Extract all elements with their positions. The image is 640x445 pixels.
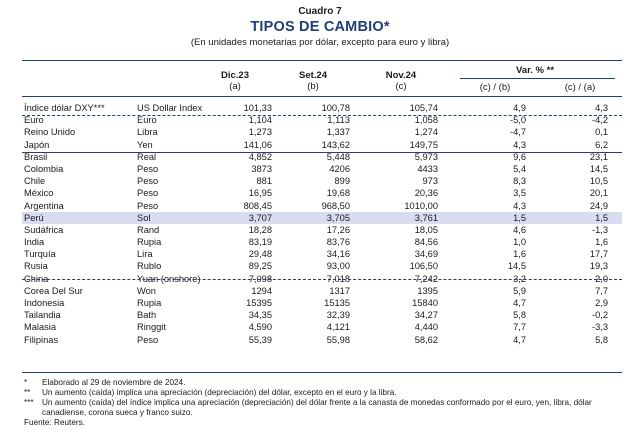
cell-ca: 0,1 — [595, 127, 608, 138]
cell-cb: 4,3 — [513, 139, 526, 150]
cell-cb: 4,7 — [513, 334, 526, 345]
cell-ca: 19,3 — [589, 261, 608, 272]
cell-name: India — [24, 237, 45, 248]
cell-cb: 1,0 — [513, 237, 526, 248]
table-row — [22, 200, 622, 212]
footnote-2-mark: ** — [24, 388, 31, 397]
cell-currency: Peso — [137, 334, 159, 345]
cell-currency: Won — [137, 285, 156, 296]
cell-b: 55,98 — [326, 334, 350, 345]
cell-ca: -4,2 — [591, 115, 608, 126]
cell-b: 5,448 — [326, 151, 350, 162]
cell-name: Perú — [24, 212, 44, 223]
table-row — [22, 139, 622, 151]
cell-cb: 1,6 — [513, 249, 526, 260]
cell-name: Colombia — [24, 163, 64, 174]
cell-a: 3873 — [251, 163, 272, 174]
cell-a: 1,104 — [248, 115, 272, 126]
cell-a: 15395 — [246, 298, 272, 308]
cell-ca: 4,3 — [595, 103, 608, 113]
cell-b: 83,76 — [326, 237, 350, 248]
cell-a: 29,48 — [248, 249, 272, 260]
col-header-cb: (c) / (b) — [479, 82, 511, 93]
cell-a: 4,590 — [248, 322, 272, 333]
cell-ca: -0,2 — [591, 310, 608, 321]
cell-b: 4,121 — [326, 322, 350, 333]
cell-a: 83,19 — [248, 237, 272, 248]
separator-developed — [22, 152, 622, 153]
col-header-b — [278, 70, 348, 92]
cell-a: 7,098 — [248, 273, 272, 284]
cell-cb: 4,6 — [513, 224, 526, 235]
table-row — [22, 297, 622, 309]
col-c-sub: (c) — [395, 81, 407, 92]
cell-name: Reino Unido — [24, 127, 76, 138]
cell-name: Rusia — [24, 261, 48, 272]
cell-name: Indonesia — [24, 298, 65, 308]
cell-name: Sudáfrica — [24, 224, 64, 235]
cell-c: 58,62 — [414, 334, 438, 345]
cell-cb: 8,3 — [513, 176, 526, 187]
cell-b: 19,68 — [326, 188, 350, 199]
col-header-var: Var. % ** — [515, 65, 555, 76]
table-row — [22, 321, 622, 333]
col-b-sub: (b) — [307, 81, 319, 92]
cell-cb: 4,3 — [513, 200, 526, 211]
cell-ca: -1,3 — [591, 224, 608, 235]
cell-b: 100,78 — [321, 103, 350, 113]
cell-name: Chile — [24, 176, 46, 187]
cell-c: 4,440 — [414, 322, 438, 333]
cell-name: Índice dólar DXY*** — [24, 103, 105, 113]
cell-cb: 5,4 — [513, 163, 526, 174]
cell-c: 34,69 — [414, 249, 438, 260]
cell-b: 4206 — [329, 163, 350, 174]
footnote-2-text: Un aumento (caída) implica una apreciación (depreciación) del dólar, excepto en el euro y la libra. — [42, 388, 397, 397]
footnote-3 — [22, 398, 622, 418]
table-row — [22, 334, 622, 346]
cell-ca: -3,3 — [591, 322, 608, 333]
cell-a: 89,25 — [248, 261, 272, 272]
cell-ca: 20,1 — [589, 188, 608, 199]
cell-cb: -5,0 — [509, 115, 526, 126]
cell-a: 34,35 — [248, 310, 272, 321]
cell-a: 3,707 — [248, 212, 272, 223]
cell-c: 973 — [422, 176, 438, 187]
cell-currency: Rand — [137, 224, 160, 235]
cell-name: México — [24, 188, 54, 199]
col-b-label: Set.24 — [299, 70, 327, 81]
table-row — [22, 309, 622, 321]
cell-currency: Rupia — [137, 298, 162, 308]
cell-currency: Ringgit — [137, 322, 166, 333]
cell-currency: Peso — [137, 176, 159, 187]
exchange-rate-table — [22, 102, 622, 346]
cell-c: 1395 — [417, 285, 438, 296]
cell-a: 1,273 — [248, 127, 272, 138]
cell-currency: Peso — [137, 200, 159, 211]
cell-name: Euro — [24, 115, 44, 126]
cell-ca: 24,9 — [589, 200, 608, 211]
cell-name: Tailandia — [24, 310, 61, 321]
separator-dxy — [22, 115, 622, 116]
cell-c: 1010,00 — [404, 200, 438, 211]
cell-c: 4433 — [417, 163, 438, 174]
cell-name: Japón — [24, 139, 50, 150]
cell-a: 1294 — [251, 285, 272, 296]
footnote-1-mark: * — [24, 378, 28, 387]
cell-b: 1317 — [329, 285, 350, 296]
cell-name: Turquía — [24, 249, 56, 260]
cell-ca: 14,5 — [589, 163, 608, 174]
cell-ca: 5,8 — [595, 334, 608, 345]
cell-c: 5,973 — [414, 151, 438, 162]
table-row — [22, 126, 622, 138]
separator-latam-others — [22, 279, 622, 280]
cell-c: 34,27 — [414, 310, 438, 321]
table-row — [22, 187, 622, 199]
col-header-ca: (c) / (a) — [564, 82, 596, 93]
table-row — [22, 285, 622, 297]
page-subtitle: (En unidades monetarias por dólar, excepto para euro y libra) — [190, 37, 450, 48]
cell-c: 105,74 — [409, 103, 438, 113]
cell-cb: 1,5 — [513, 212, 526, 223]
cell-c: 7,242 — [414, 273, 438, 284]
cell-cb: 14,5 — [507, 261, 526, 272]
cell-c: 20,36 — [414, 188, 438, 199]
cell-c: 1,274 — [414, 127, 438, 138]
cell-currency: Libra — [137, 127, 158, 138]
cell-b: 1,113 — [327, 115, 350, 126]
cell-currency: Rublo — [137, 261, 162, 272]
col-a-sub: (a) — [229, 81, 241, 92]
table-row — [22, 236, 622, 248]
cell-a: 808,45 — [243, 200, 272, 211]
cell-b: 968,50 — [321, 200, 350, 211]
cell-a: 18,28 — [248, 224, 272, 235]
bottom-rule — [22, 372, 622, 373]
cell-name: China — [24, 273, 49, 284]
cell-b: 143,62 — [321, 139, 350, 150]
cell-currency: Peso — [137, 163, 159, 174]
table-row — [22, 260, 622, 272]
table-row — [22, 102, 622, 114]
cell-currency: Peso — [137, 188, 159, 199]
table-row — [22, 175, 622, 187]
cell-a: 141,06 — [243, 139, 272, 150]
cell-c: 18,05 — [414, 224, 438, 235]
source-note: Fuente: Reuters. — [24, 418, 85, 427]
col-header-c — [366, 70, 436, 92]
cell-currency: Rupia — [137, 237, 162, 248]
cell-ca: 17,7 — [589, 249, 608, 260]
cell-currency: Euro — [137, 115, 157, 126]
cell-currency: US Dollar Index — [137, 103, 203, 113]
cell-c: 3,761 — [414, 212, 438, 223]
cell-cb: 5,9 — [513, 285, 526, 296]
footnote-3-mark: *** — [24, 398, 34, 407]
cell-b: 17,26 — [326, 224, 350, 235]
table-row — [22, 114, 622, 126]
cell-name: Argentina — [24, 200, 64, 211]
col-header-a — [200, 70, 270, 92]
cell-c: 84,56 — [414, 237, 438, 248]
cell-cb: 9,6 — [513, 151, 526, 162]
cell-ca: 7,7 — [595, 285, 608, 296]
cell-a: 4,852 — [248, 151, 272, 162]
cell-b: 15135 — [324, 298, 350, 308]
top-rule — [22, 60, 622, 61]
cell-b: 7,018 — [326, 273, 350, 284]
table-row — [22, 248, 622, 260]
cell-ca: 23,1 — [589, 151, 608, 162]
table-row — [22, 224, 622, 236]
footnotes — [22, 378, 622, 428]
cell-ca: 1,6 — [595, 237, 608, 248]
cell-ca: 6,2 — [595, 139, 608, 150]
cell-ca: 2,0 — [595, 273, 608, 284]
cell-currency: Sol — [137, 212, 151, 223]
cell-cb: 4,9 — [513, 103, 526, 113]
cell-c: 15840 — [412, 298, 438, 308]
cell-a: 881 — [256, 176, 272, 187]
cell-b: 899 — [334, 176, 350, 187]
cell-cb: 7,7 — [513, 322, 526, 333]
cell-b: 1,337 — [326, 127, 350, 138]
cell-ca: 10,5 — [589, 176, 608, 187]
cuadro-number: Cuadro 7 — [298, 6, 342, 17]
cell-a: 101,33 — [243, 103, 272, 113]
header-rule — [22, 96, 622, 97]
cell-b: 93,00 — [326, 261, 350, 272]
cell-cb: 4,7 — [513, 298, 526, 308]
cell-currency: Real — [137, 151, 157, 162]
cell-name: Brasil — [24, 151, 48, 162]
cell-a: 55,39 — [248, 334, 272, 345]
cell-currency: Yuan (onshore) — [137, 273, 201, 284]
cell-currency: Lira — [137, 249, 153, 260]
cell-c: 1,058 — [414, 115, 438, 126]
footnote-2 — [22, 388, 622, 398]
cell-cb: 3,5 — [513, 188, 526, 199]
cell-cb: -4,7 — [509, 127, 526, 138]
cell-name: Corea Del Sur — [24, 285, 83, 296]
cell-b: 32,39 — [326, 310, 350, 321]
cell-currency: Yen — [137, 139, 153, 150]
cell-b: 34,16 — [326, 249, 350, 260]
table-row — [22, 163, 622, 175]
var-underline — [460, 78, 615, 79]
table-row — [22, 212, 622, 224]
cell-name: Filipinas — [24, 334, 59, 345]
col-c-label: Nov.24 — [385, 70, 417, 81]
cell-cb: 5,8 — [513, 310, 526, 321]
cell-name: Malasia — [24, 322, 57, 333]
footnote-1-text: Elaborado al 29 de noviembre de 2024. — [42, 378, 186, 387]
page-title: TIPOS DE CAMBIO* — [250, 19, 390, 35]
cell-cb: 3,2 — [513, 273, 526, 284]
cell-a: 16,95 — [248, 188, 272, 199]
col-a-label: Dic.23 — [221, 70, 249, 81]
cell-currency: Bath — [137, 310, 157, 321]
cell-c: 106,50 — [409, 261, 438, 272]
cell-b: 3,705 — [326, 212, 350, 223]
cell-ca: 2,9 — [595, 298, 608, 308]
cell-c: 149,75 — [409, 139, 438, 150]
cell-ca: 1,5 — [595, 212, 608, 223]
footnote-3-text: Un aumento (caída) del índice implica una apreciación (depreciación) del dólar frente a la canasta de monedas conformado por el euro, yen, libra, dólar canadiense, corona sueca y franco suizo. — [42, 398, 592, 417]
footnote-1 — [22, 378, 622, 388]
